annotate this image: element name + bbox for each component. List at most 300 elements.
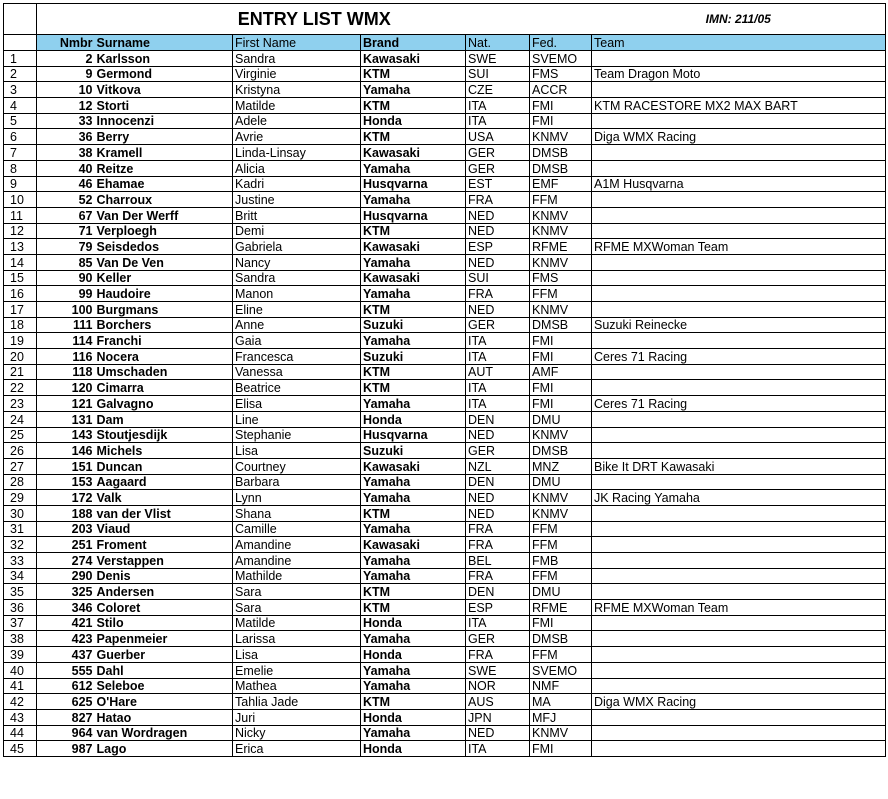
surname: Verstappen (95, 553, 233, 569)
surname: Dahl (95, 662, 233, 678)
table-row (4, 192, 886, 208)
brand: Yamaha (361, 286, 466, 302)
table-row (4, 741, 886, 757)
surname: Hatao (95, 709, 233, 725)
brand: Husqvarna (361, 427, 466, 443)
federation: FMI (530, 333, 592, 349)
table-row (4, 223, 886, 239)
federation: FFM (530, 568, 592, 584)
brand: Kawasaki (361, 145, 466, 161)
table-row (4, 380, 886, 396)
first-name: Tahlia Jade (233, 694, 361, 710)
team (592, 709, 886, 725)
rider-number: 120 (37, 380, 95, 396)
surname: Duncan (95, 458, 233, 474)
surname: Burgmans (95, 302, 233, 318)
nationality: ITA (466, 380, 530, 396)
row-index: 2 (4, 66, 37, 82)
federation: FFM (530, 521, 592, 537)
rider-number: 111 (37, 317, 95, 333)
rider-number: 2 (37, 51, 95, 67)
surname: Seleboe (95, 678, 233, 694)
first-name: Emelie (233, 662, 361, 678)
surname: Papenmeier (95, 631, 233, 647)
surname: Dam (95, 411, 233, 427)
nationality: ITA (466, 333, 530, 349)
federation: MA (530, 694, 592, 710)
federation: SVEMO (530, 51, 592, 67)
surname: Keller (95, 270, 233, 286)
nationality: GER (466, 443, 530, 459)
first-name: Larissa (233, 631, 361, 647)
team (592, 333, 886, 349)
page-title: ENTRY LIST WMX (37, 4, 592, 35)
surname: Karlsson (95, 51, 233, 67)
surname: Guerber (95, 647, 233, 663)
first-name: Sandra (233, 270, 361, 286)
header-brand: Brand (361, 35, 466, 51)
first-name: Juri (233, 709, 361, 725)
brand: Honda (361, 647, 466, 663)
title-row (4, 4, 886, 35)
rider-number: 143 (37, 427, 95, 443)
nationality: NED (466, 207, 530, 223)
team: Ceres 71 Racing (592, 396, 886, 412)
nationality: NED (466, 725, 530, 741)
row-index: 3 (4, 82, 37, 98)
row-index: 36 (4, 600, 37, 616)
entry-list-table (3, 3, 886, 757)
rider-number: 100 (37, 302, 95, 318)
row-index: 33 (4, 553, 37, 569)
row-index: 11 (4, 207, 37, 223)
federation: FMI (530, 615, 592, 631)
nationality: NED (466, 254, 530, 270)
first-name: Sara (233, 600, 361, 616)
team: A1M Husqvarna (592, 176, 886, 192)
table-row (4, 317, 886, 333)
surname: Van De Ven (95, 254, 233, 270)
brand: KTM (361, 364, 466, 380)
brand: KTM (361, 98, 466, 114)
row-index: 23 (4, 396, 37, 412)
surname: Franchi (95, 333, 233, 349)
header-row (4, 35, 886, 51)
nationality: FRA (466, 537, 530, 553)
first-name: Elisa (233, 396, 361, 412)
first-name: Lynn (233, 490, 361, 506)
corner-cell (4, 4, 37, 35)
federation: RFME (530, 600, 592, 616)
team (592, 678, 886, 694)
nationality: NED (466, 505, 530, 521)
federation: FMS (530, 66, 592, 82)
header-index-cell (4, 35, 37, 51)
team: Suzuki Reinecke (592, 317, 886, 333)
surname: Coloret (95, 600, 233, 616)
federation: KNMV (530, 505, 592, 521)
team: RFME MXWoman Team (592, 239, 886, 255)
federation: FMI (530, 396, 592, 412)
row-index: 8 (4, 160, 37, 176)
first-name: Courtney (233, 458, 361, 474)
surname: Haudoire (95, 286, 233, 302)
team (592, 741, 886, 757)
row-index: 16 (4, 286, 37, 302)
table-row (4, 239, 886, 255)
rider-number: 153 (37, 474, 95, 490)
header-nat: Nat. (466, 35, 530, 51)
first-name: Erica (233, 741, 361, 757)
row-index: 18 (4, 317, 37, 333)
first-name: Manon (233, 286, 361, 302)
rider-number: 146 (37, 443, 95, 459)
team (592, 113, 886, 129)
federation: FMB (530, 553, 592, 569)
brand: Yamaha (361, 474, 466, 490)
row-index: 26 (4, 443, 37, 459)
federation: FMI (530, 380, 592, 396)
team (592, 380, 886, 396)
rider-number: 46 (37, 176, 95, 192)
brand: Suzuki (361, 349, 466, 365)
first-name: Shana (233, 505, 361, 521)
federation: MNZ (530, 458, 592, 474)
nationality: FRA (466, 521, 530, 537)
brand: KTM (361, 129, 466, 145)
team (592, 207, 886, 223)
rider-number: 251 (37, 537, 95, 553)
first-name: Amandine (233, 553, 361, 569)
first-name: Gaia (233, 333, 361, 349)
rider-number: 437 (37, 647, 95, 663)
nationality: EST (466, 176, 530, 192)
rider-number: 346 (37, 600, 95, 616)
nationality: ITA (466, 396, 530, 412)
table-row (4, 709, 886, 725)
nationality: DEN (466, 411, 530, 427)
team (592, 615, 886, 631)
team (592, 145, 886, 161)
row-index: 32 (4, 537, 37, 553)
nationality: DEN (466, 474, 530, 490)
header-first-name: First Name (233, 35, 361, 51)
surname: Van Der Werff (95, 207, 233, 223)
nationality: GER (466, 317, 530, 333)
first-name: Camille (233, 521, 361, 537)
federation: FFM (530, 286, 592, 302)
surname: O'Hare (95, 694, 233, 710)
team (592, 51, 886, 67)
brand: Yamaha (361, 662, 466, 678)
row-index: 22 (4, 380, 37, 396)
nationality: ITA (466, 98, 530, 114)
row-index: 9 (4, 176, 37, 192)
table-row (4, 600, 886, 616)
surname: Nocera (95, 349, 233, 365)
federation: FMI (530, 741, 592, 757)
brand: KTM (361, 66, 466, 82)
table-row (4, 129, 886, 145)
federation: DMSB (530, 160, 592, 176)
imn-reference: IMN: 211/05 (592, 4, 886, 35)
rider-number: 99 (37, 286, 95, 302)
nationality: ITA (466, 349, 530, 365)
table-row (4, 349, 886, 365)
federation: EMF (530, 176, 592, 192)
nationality: SWE (466, 662, 530, 678)
table-row (4, 615, 886, 631)
rider-number: 12 (37, 98, 95, 114)
table-row (4, 490, 886, 506)
first-name: Matilde (233, 98, 361, 114)
surname: Reitze (95, 160, 233, 176)
brand: KTM (361, 694, 466, 710)
rider-number: 151 (37, 458, 95, 474)
row-index: 7 (4, 145, 37, 161)
first-name: Virginie (233, 66, 361, 82)
team: Ceres 71 Racing (592, 349, 886, 365)
rider-number: 67 (37, 207, 95, 223)
first-name: Francesca (233, 349, 361, 365)
brand: KTM (361, 223, 466, 239)
first-name: Vanessa (233, 364, 361, 380)
rider-number: 290 (37, 568, 95, 584)
first-name: Nicky (233, 725, 361, 741)
team (592, 568, 886, 584)
federation: DMU (530, 474, 592, 490)
team: Team Dragon Moto (592, 66, 886, 82)
table-row (4, 725, 886, 741)
brand: Yamaha (361, 678, 466, 694)
team (592, 223, 886, 239)
table-row (4, 505, 886, 521)
surname: Berry (95, 129, 233, 145)
row-index: 37 (4, 615, 37, 631)
federation: KNMV (530, 490, 592, 506)
table-row (4, 207, 886, 223)
brand: Yamaha (361, 631, 466, 647)
header-team: Team (592, 35, 886, 51)
table-row (4, 647, 886, 663)
nationality: DEN (466, 584, 530, 600)
federation: KNMV (530, 207, 592, 223)
surname: Froment (95, 537, 233, 553)
rider-number: 121 (37, 396, 95, 412)
nationality: FRA (466, 192, 530, 208)
nationality: GER (466, 160, 530, 176)
rider-number: 52 (37, 192, 95, 208)
federation: FFM (530, 537, 592, 553)
row-index: 29 (4, 490, 37, 506)
nationality: GER (466, 145, 530, 161)
header-nmbr: Nmbr (37, 35, 95, 51)
brand: Yamaha (361, 333, 466, 349)
brand: KTM (361, 505, 466, 521)
first-name: Line (233, 411, 361, 427)
first-name: Lisa (233, 647, 361, 663)
federation: KNMV (530, 254, 592, 270)
federation: KNMV (530, 427, 592, 443)
surname: Verploegh (95, 223, 233, 239)
team (592, 474, 886, 490)
brand: Yamaha (361, 254, 466, 270)
table-row (4, 113, 886, 129)
first-name: Linda-Linsay (233, 145, 361, 161)
first-name: Britt (233, 207, 361, 223)
table-row (4, 160, 886, 176)
table-row (4, 584, 886, 600)
surname: Borchers (95, 317, 233, 333)
rider-number: 38 (37, 145, 95, 161)
table-row (4, 427, 886, 443)
federation: FMI (530, 349, 592, 365)
federation: FMI (530, 113, 592, 129)
table-row (4, 474, 886, 490)
row-index: 13 (4, 239, 37, 255)
team: KTM RACESTORE MX2 MAX BART (592, 98, 886, 114)
team (592, 270, 886, 286)
surname: Storti (95, 98, 233, 114)
team (592, 662, 886, 678)
surname: Viaud (95, 521, 233, 537)
surname: Lago (95, 741, 233, 757)
rider-number: 964 (37, 725, 95, 741)
header-surname: Surname (95, 35, 233, 51)
team (592, 725, 886, 741)
surname: Cimarra (95, 380, 233, 396)
first-name: Matilde (233, 615, 361, 631)
brand: Suzuki (361, 317, 466, 333)
nationality: SWE (466, 51, 530, 67)
team: JK Racing Yamaha (592, 490, 886, 506)
rider-number: 987 (37, 741, 95, 757)
federation: DMU (530, 411, 592, 427)
rider-number: 172 (37, 490, 95, 506)
table-row (4, 678, 886, 694)
nationality: NOR (466, 678, 530, 694)
table-row (4, 694, 886, 710)
federation: FMI (530, 98, 592, 114)
federation: FFM (530, 192, 592, 208)
rider-number: 555 (37, 662, 95, 678)
nationality: NED (466, 302, 530, 318)
row-index: 12 (4, 223, 37, 239)
row-index: 30 (4, 505, 37, 521)
row-index: 10 (4, 192, 37, 208)
nationality: AUT (466, 364, 530, 380)
row-index: 41 (4, 678, 37, 694)
team: Diga WMX Racing (592, 694, 886, 710)
table-row (4, 396, 886, 412)
row-index: 14 (4, 254, 37, 270)
federation: FFM (530, 647, 592, 663)
team (592, 443, 886, 459)
nationality: CZE (466, 82, 530, 98)
table-row (4, 51, 886, 67)
first-name: Lisa (233, 443, 361, 459)
team (592, 537, 886, 553)
team (592, 192, 886, 208)
rider-number: 90 (37, 270, 95, 286)
team (592, 364, 886, 380)
table-row (4, 662, 886, 678)
surname: Umschaden (95, 364, 233, 380)
team (592, 302, 886, 318)
brand: KTM (361, 584, 466, 600)
first-name: Mathea (233, 678, 361, 694)
nationality: NED (466, 223, 530, 239)
brand: Honda (361, 709, 466, 725)
rider-number: 188 (37, 505, 95, 521)
table-row (4, 286, 886, 302)
nationality: ITA (466, 741, 530, 757)
rider-number: 612 (37, 678, 95, 694)
table-row (4, 458, 886, 474)
row-index: 34 (4, 568, 37, 584)
surname: Michels (95, 443, 233, 459)
team (592, 160, 886, 176)
rider-number: 36 (37, 129, 95, 145)
row-index: 25 (4, 427, 37, 443)
nationality: ESP (466, 239, 530, 255)
federation: KNMV (530, 725, 592, 741)
row-index: 43 (4, 709, 37, 725)
row-index: 28 (4, 474, 37, 490)
rider-number: 33 (37, 113, 95, 129)
team: RFME MXWoman Team (592, 600, 886, 616)
surname: Charroux (95, 192, 233, 208)
brand: Husqvarna (361, 207, 466, 223)
surname: Vitkova (95, 82, 233, 98)
table-row (4, 537, 886, 553)
first-name: Sandra (233, 51, 361, 67)
brand: Yamaha (361, 553, 466, 569)
team (592, 584, 886, 600)
table-row (4, 176, 886, 192)
first-name: Kristyna (233, 82, 361, 98)
brand: Yamaha (361, 82, 466, 98)
table-row (4, 66, 886, 82)
table-row (4, 364, 886, 380)
team: Bike It DRT Kawasaki (592, 458, 886, 474)
brand: Yamaha (361, 396, 466, 412)
table-row (4, 443, 886, 459)
nationality: USA (466, 129, 530, 145)
row-index: 1 (4, 51, 37, 67)
brand: KTM (361, 302, 466, 318)
surname: Valk (95, 490, 233, 506)
nationality: ITA (466, 113, 530, 129)
table-row (4, 333, 886, 349)
row-index: 42 (4, 694, 37, 710)
team (592, 411, 886, 427)
header-fed: Fed. (530, 35, 592, 51)
brand: KTM (361, 380, 466, 396)
federation: AMF (530, 364, 592, 380)
federation: KNMV (530, 129, 592, 145)
federation: DMSB (530, 443, 592, 459)
surname: Stilo (95, 615, 233, 631)
table-row (4, 302, 886, 318)
row-index: 45 (4, 741, 37, 757)
surname: van Wordragen (95, 725, 233, 741)
first-name: Anne (233, 317, 361, 333)
team (592, 553, 886, 569)
surname: Kramell (95, 145, 233, 161)
team: Diga WMX Racing (592, 129, 886, 145)
table-row (4, 568, 886, 584)
